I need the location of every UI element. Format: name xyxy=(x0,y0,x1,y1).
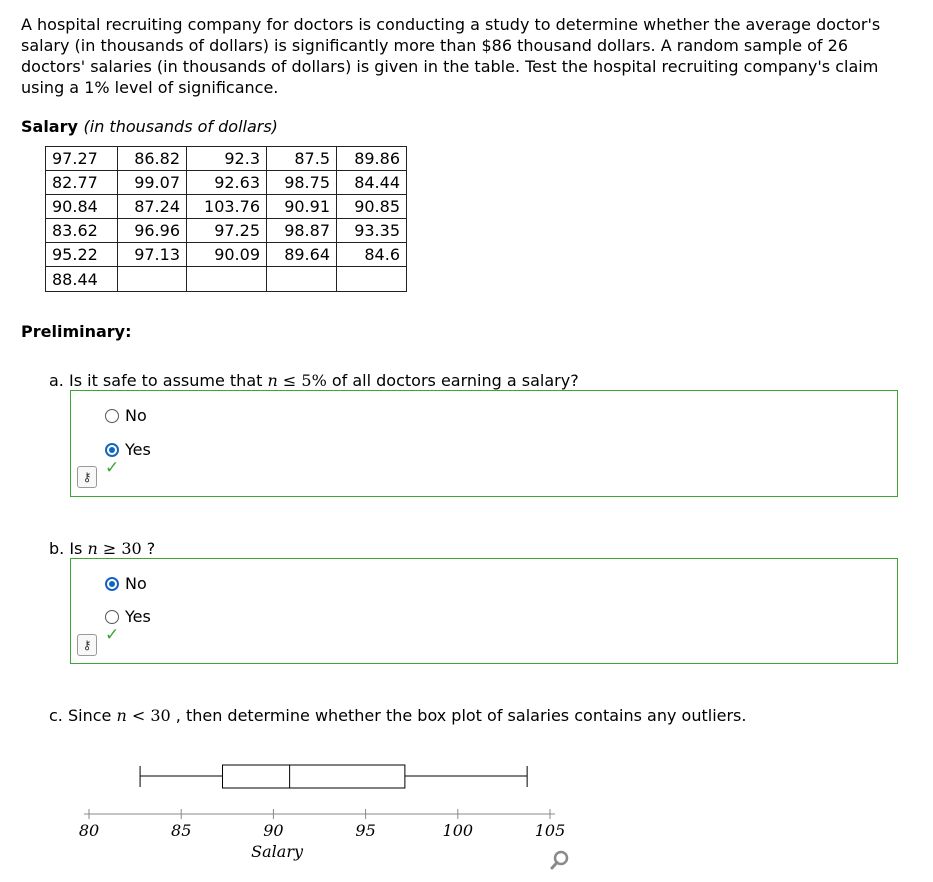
correct-check-icon: ✓ xyxy=(105,458,120,478)
question-b-option-yes[interactable]: Yes xyxy=(105,607,151,626)
magnifier-icon[interactable] xyxy=(549,849,571,875)
table-cell: 90.84 xyxy=(46,195,118,219)
table-row xyxy=(46,195,407,219)
x-tick-label: 90 xyxy=(263,821,284,840)
question-b-answer-box xyxy=(70,558,898,664)
radio-a-yes[interactable] xyxy=(105,443,119,457)
radio-a-no[interactable] xyxy=(105,409,119,423)
table-cell xyxy=(187,267,267,292)
table-cell: 98.75 xyxy=(267,171,337,195)
preliminary-heading: Preliminary: xyxy=(21,322,132,341)
table-cell: 98.87 xyxy=(267,219,337,243)
problem-statement: A hospital recruiting company for doctors is conducting a study to determine whether the average doctor's salary (in thousands of dollars) is significantly more than $86 thousand dollars. A random sample of 26 doctors' salaries (in thousands of dollars) is given in the table. Test the hospital recruiting company's claim using a 1% level of significance. xyxy=(21,15,881,97)
salary-boxplot xyxy=(0,755,620,865)
salary-table xyxy=(45,146,407,292)
x-tick-label: 80 xyxy=(78,821,100,840)
table-cell: 99.07 xyxy=(118,171,187,195)
table-cell: 90.09 xyxy=(187,243,267,267)
table-cell xyxy=(118,267,187,292)
key-icon[interactable]: ⚷ xyxy=(77,634,97,656)
question-a-option-no[interactable]: No xyxy=(105,406,147,425)
radio-b-yes[interactable] xyxy=(105,610,119,624)
table-row xyxy=(46,171,407,195)
table-caption xyxy=(21,117,278,136)
table-cell xyxy=(267,267,337,292)
table-cell: 89.64 xyxy=(267,243,337,267)
question-b-option-no[interactable]: No xyxy=(105,574,147,593)
table-caption-title: Salary xyxy=(21,117,78,136)
table-cell: 89.86 xyxy=(337,147,407,171)
table-cell: 97.25 xyxy=(187,219,267,243)
x-tick-label: 85 xyxy=(171,821,192,840)
question-a-option-yes[interactable]: Yes xyxy=(105,440,151,459)
table-cell: 93.35 xyxy=(337,219,407,243)
table-row xyxy=(46,219,407,243)
table-cell: 86.82 xyxy=(118,147,187,171)
question-c-text: c. Since n < 30 , then determine whether the box plot of salaries contains any outliers. xyxy=(49,706,747,725)
x-tick-label: 100 xyxy=(442,821,474,840)
table-cell: 90.85 xyxy=(337,195,407,219)
table-cell: 88.44 xyxy=(46,267,118,292)
x-axis-label: Salary xyxy=(251,842,304,861)
question-a-text: a. Is it safe to assume that n ≤ 5% of all doctors earning a salary? xyxy=(49,371,579,390)
table-cell: 97.27 xyxy=(46,147,118,171)
table-cell: 92.63 xyxy=(187,171,267,195)
table-cell xyxy=(337,267,407,292)
table-caption-units: (in thousands of dollars) xyxy=(83,117,278,136)
table-cell: 87.24 xyxy=(118,195,187,219)
table-cell: 103.76 xyxy=(187,195,267,219)
table-cell: 83.62 xyxy=(46,219,118,243)
key-icon[interactable]: ⚷ xyxy=(77,466,97,488)
table-cell: 87.5 xyxy=(267,147,337,171)
table-row xyxy=(46,267,407,292)
x-tick-label: 95 xyxy=(355,821,376,840)
iqr-box xyxy=(223,765,405,788)
table-cell: 82.77 xyxy=(46,171,118,195)
table-cell: 92.3 xyxy=(187,147,267,171)
table-cell: 96.96 xyxy=(118,219,187,243)
table-cell: 97.13 xyxy=(118,243,187,267)
radio-b-no[interactable] xyxy=(105,577,119,591)
table-cell: 90.91 xyxy=(267,195,337,219)
table-cell: 84.44 xyxy=(337,171,407,195)
table-cell: 84.6 xyxy=(337,243,407,267)
table-cell: 95.22 xyxy=(46,243,118,267)
table-row xyxy=(46,147,407,171)
x-tick-label: 105 xyxy=(534,821,566,840)
question-b-text: b. Is n ≥ 30 ? xyxy=(49,539,156,558)
correct-check-icon: ✓ xyxy=(105,625,120,645)
question-a-answer-box xyxy=(70,390,898,497)
table-row xyxy=(46,243,407,267)
